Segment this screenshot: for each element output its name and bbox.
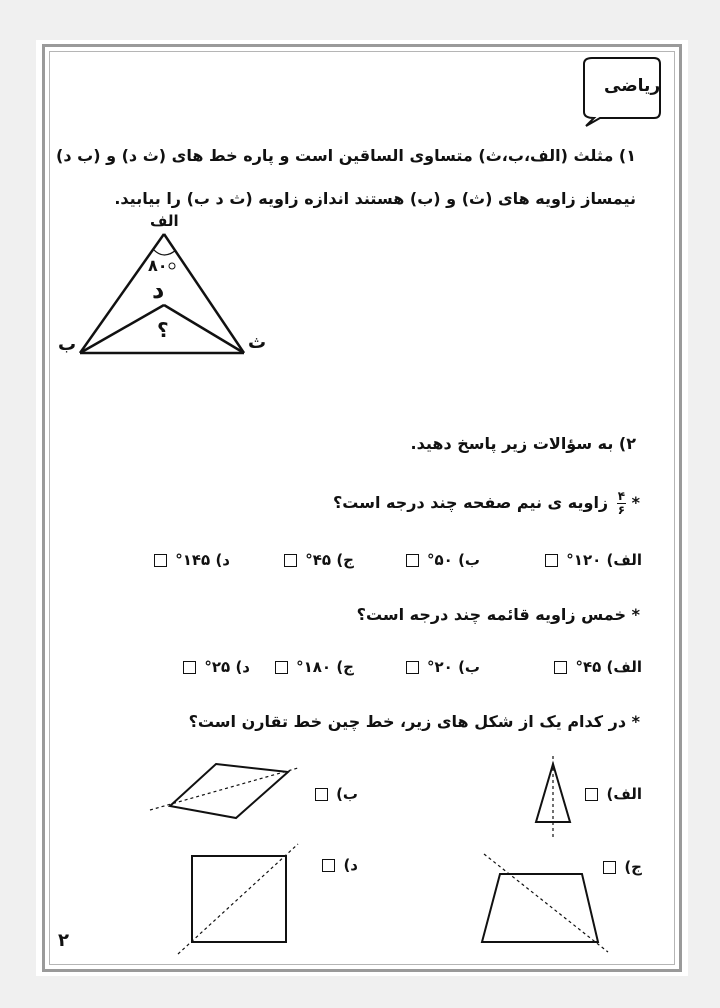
q2-s2-option-be[interactable] [403, 658, 480, 676]
checkbox-icon[interactable] [406, 661, 419, 674]
option-value: ۵۰° [427, 551, 453, 569]
q2-s3-option-be[interactable] [312, 785, 358, 803]
option-label: ب) [458, 658, 480, 676]
q2-s1-option-alef[interactable] [542, 551, 642, 569]
vertex-se-label: ث [248, 332, 267, 353]
option-label: د) [215, 551, 230, 569]
q2-s1-star: * [631, 493, 640, 512]
fraction-denominator: ۶ [617, 503, 626, 517]
option-value: ۲۵° [204, 658, 231, 676]
apex-angle-value: ۸۰ [148, 256, 168, 275]
q2-s1-option-dal[interactable] [151, 551, 230, 569]
q2-s3-question: * در کدام یک از شکل های زیر، خط چین خط تقارن است؟ [188, 712, 640, 731]
q2-s1-text: زاویه ی نیم صفحه چند درجه است؟ [333, 493, 609, 512]
fraction-numerator: ۴ [617, 489, 626, 503]
bisector-b-d [80, 305, 164, 353]
q1-line2: نیمساز زاویه های (ث) و (ب) هستند اندازه زاویه (ث د ب) را بیابید. [114, 189, 636, 208]
checkbox-icon[interactable] [585, 788, 598, 801]
checkbox-icon[interactable] [554, 661, 567, 674]
shape-rhombus [148, 756, 308, 826]
checkbox-icon[interactable] [406, 554, 419, 567]
unknown-angle-mark: ؟ [157, 318, 169, 342]
q2-s1-question [333, 490, 640, 517]
vertex-be-label: ب [58, 334, 77, 355]
option-label: د) [235, 658, 250, 676]
angle-arc [154, 250, 176, 255]
checkbox-icon[interactable] [275, 661, 288, 674]
q2-s2-option-alef[interactable] [551, 658, 642, 676]
q2-s3-option-alef[interactable] [582, 785, 642, 803]
option-value: ۴۵° [305, 551, 332, 569]
option-label: الف) [606, 658, 642, 676]
q2-s2-option-jim[interactable] [272, 658, 354, 676]
q2-s2-question: * خمس زاویه قائمه چند درجه است؟ [356, 605, 640, 624]
subject-title: ریاضی [604, 76, 661, 96]
checkbox-icon[interactable] [322, 859, 335, 872]
checkbox-icon[interactable] [183, 661, 196, 674]
triangle-side-right [164, 234, 244, 353]
degree-sign [169, 263, 175, 269]
option-label: ج) [336, 551, 354, 569]
option-value: ۱۴۵° [175, 551, 211, 569]
q2-s3-option-jim[interactable] [600, 858, 642, 876]
q2-s3-option-dal[interactable] [319, 856, 358, 874]
bisector-th-d [164, 305, 244, 353]
checkbox-icon[interactable] [315, 788, 328, 801]
option-label: الف) [606, 785, 642, 803]
page-number: ۲ [58, 930, 69, 951]
checkbox-icon[interactable] [545, 554, 558, 567]
q1-line1: ۱) مثلث (الف،ب،ث) متساوی الساقین است و پاره خط های (ث د) و (ب د) [56, 146, 636, 165]
checkbox-icon[interactable] [284, 554, 297, 567]
option-label: ب) [336, 785, 358, 803]
option-value: ۱۸۰° [296, 658, 332, 676]
option-label: ج) [624, 858, 642, 876]
checkbox-icon[interactable] [603, 861, 616, 874]
shape-trapezoid [478, 852, 618, 956]
q2-s1-option-be[interactable] [403, 551, 480, 569]
point-dal-label: د [152, 276, 165, 304]
q2-title: ۲) به سؤالات زیر پاسخ دهید. [410, 434, 636, 453]
q2-s2-option-dal[interactable] [180, 658, 250, 676]
checkbox-icon[interactable] [154, 554, 167, 567]
option-label: الف) [606, 551, 642, 569]
vertex-alef-label: الف [150, 212, 179, 230]
q2-s1-option-jim[interactable] [281, 551, 354, 569]
option-label: ج) [336, 658, 354, 676]
option-label: ب) [458, 551, 480, 569]
option-value: ۴۵° [575, 658, 602, 676]
option-value: ۲۰° [427, 658, 453, 676]
option-label: د) [343, 856, 358, 874]
option-value: ۱۲۰° [566, 551, 602, 569]
shape-square [174, 842, 304, 958]
fraction-four-sixths [617, 490, 626, 517]
shape-triangle [530, 756, 580, 848]
